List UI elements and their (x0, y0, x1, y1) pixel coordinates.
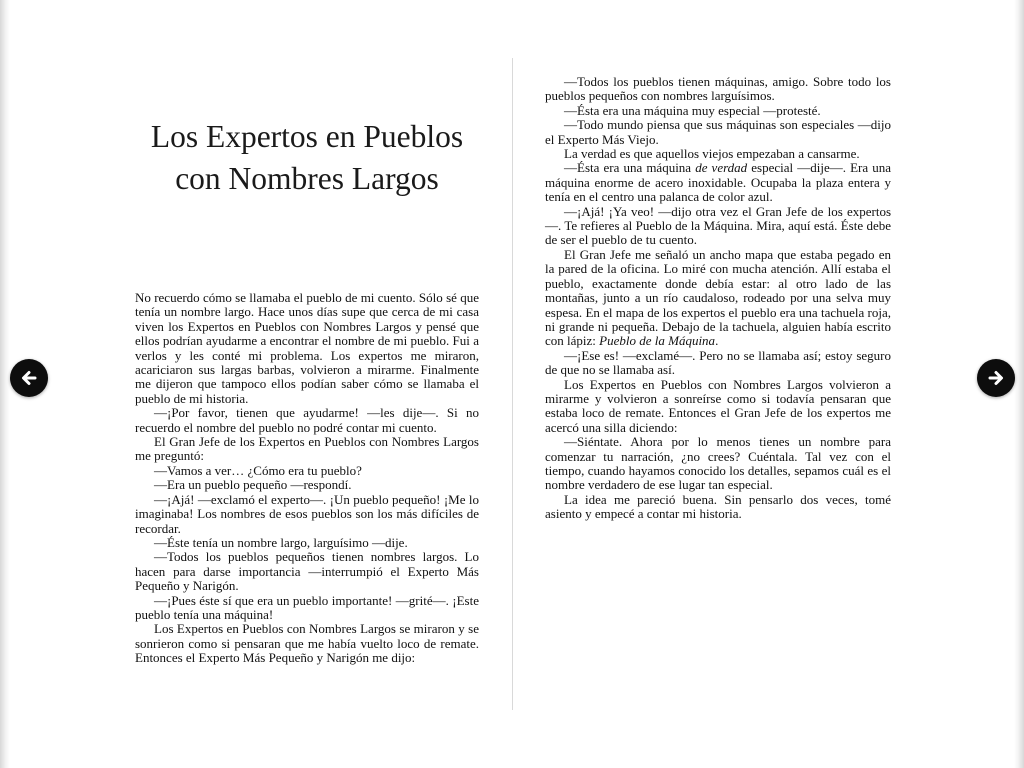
text-run: El Gran Jefe me señaló un ancho mapa que estaba pegado en la pared de la oficina. Lo miré con mucha atención. Allí estaba el pueblo, exactamente donde debía estar: al otro lado de las montañas, junto a un río caudaloso, rodeado por una selva muy espesa. En el mapa de los expertos el pueblo era una tachuela roja, ni grande ni pequeña. Debajo de la tachuela, alguien había escrito con lápiz: (545, 246, 891, 349)
arrow-right-icon (986, 368, 1006, 388)
left-page (135, 0, 479, 768)
text-run: —Ésta era una máquina (564, 160, 696, 176)
paragraph: —Éste tenía un nombre largo, larguísimo —dije. (154, 534, 408, 550)
paragraph: —¡Ese es! —exclamé—. Pero no se llamaba así; estoy seguro de que no se llamaba así. (545, 347, 891, 378)
paragraph: —¡Por favor, tienen que ayudarme! —les dije—. Si no recuerdo el nombre del pueblo no podré contar mi cuento. (135, 405, 479, 435)
paragraph (545, 161, 891, 204)
left-page-text (135, 291, 479, 666)
paragraph: —Era un pueblo pequeño —respondí. (154, 477, 352, 493)
paragraph: —¡Ajá! —exclamó el experto—. ¡Un pueblo pequeño! ¡Me lo imaginaba! Los nombres de esos pueblos son los más difíciles de recordar. (135, 491, 479, 536)
paragraph: —¡Pues éste sí que era un pueblo importante! —grité—. ¡Este pueblo tenía una máquina! (135, 592, 479, 622)
paragraph (545, 248, 891, 349)
paragraph: —Vamos a ver… ¿Cómo era tu pueblo? (154, 462, 362, 478)
arrow-left-icon (19, 368, 39, 388)
right-page-text (545, 75, 891, 522)
paragraph: El Gran Jefe de los Expertos en Pueblos con Nombres Largos me preguntó: (135, 434, 479, 464)
paragraph: —Ésta era una máquina muy especial —protesté. (564, 102, 821, 118)
chapter-title: Los Expertos en Pueblos con Nombres Largos (150, 119, 464, 196)
prev-page-button[interactable] (10, 359, 48, 397)
right-page (545, 0, 891, 768)
book-spread (135, 0, 891, 768)
right-edge-shadow (1014, 0, 1024, 768)
paragraph: —Todos los pueblos tienen máquinas, amigo. Sobre todo los pueblos pequeños con nombres larguísimos. (545, 74, 891, 104)
paragraph: Los Expertos en Pueblos con Nombres Largos se miraron y se sonrieron como si pensaran que me había vuelto loco de remate. Entonces el Experto Más Pequeño y Narigón me dijo: (135, 621, 479, 666)
text-run: especial —dije—. Era una máquina enorme de acero inoxidable. Ocupaba la plaza entera y tenía en el centro una palanca de color azul. (545, 160, 891, 205)
paragraph: Los Expertos en Pueblos con Nombres Largos volvieron a mirarme y volvieron a sonreírse como si todavía pensaran que estaba loco de remate. Entonces el Gran Jefe de los expertos me acercó una silla diciendo: (545, 376, 891, 435)
paragraph: La idea me pareció buena. Sin pensarlo dos veces, tomé asiento y empecé a contar mi historia. (545, 491, 891, 522)
next-page-button[interactable] (977, 359, 1015, 397)
emphasis: Pueblo de la Máquina (599, 333, 716, 349)
paragraph: No recuerdo cómo se llamaba el pueblo de mi cuento. Sólo sé que tenía un nombre largo. Hace unos días supe que cerca de mi casa viven los Expertos en Pueblos con Nombres Largos y pensé que ellos podrían ayudarme a encontrar el nombre de mi pueblo. Fui a verlos y les conté mi problema. Los expertos me miraron, acariciaron sus largas barbas, volvieron a mirarme. Finalmente me dijeron que tampoco ellos podían saber cómo se llamaba el pueblo de mi historia. (135, 290, 479, 406)
paragraph: —Todo mundo piensa que sus máquinas son especiales —dijo el Experto Más Viejo. (545, 117, 891, 147)
paragraph: —Todos los pueblos pequeños tienen nombres largos. Lo hacen para darse importancia —interrumpió el Experto Más Pequeño y Narigón. (135, 549, 479, 594)
left-edge-shadow (0, 0, 10, 768)
page-gutter-divider (512, 58, 513, 710)
text-run: . (715, 333, 719, 349)
paragraph: —Siéntate. Ahora por lo menos tienes un nombre para comenzar tu narración, ¿no crees? Cuéntala. Tal vez con el tiempo, cuando hayamos conocido los detalles, sepamos cuál es el nombre verdadero de ese lugar tan especial. (545, 434, 891, 493)
emphasis: de verdad (695, 160, 748, 176)
paragraph: La verdad es que aquellos viejos empezaban a cansarme. (564, 146, 860, 162)
paragraph: —¡Ajá! ¡Ya veo! —dijo otra vez el Gran Jefe de los expertos —. Te refieres al Pueblo de la Máquina. Mira, aquí está. Éste debe de ser el pueblo de tu cuento. (545, 203, 891, 248)
